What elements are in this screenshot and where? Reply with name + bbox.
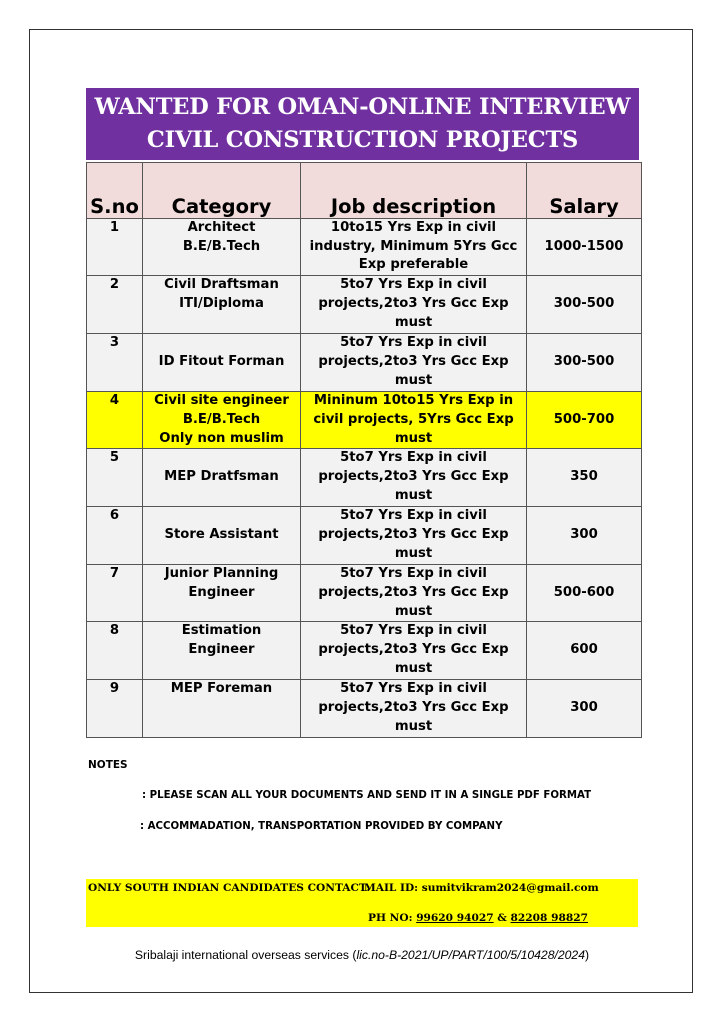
cell-job-description — [301, 622, 527, 680]
note-accommodation: : ACCOMMADATION, TRANSPORTATION PROVIDED BY COMPANY — [140, 821, 503, 832]
cell-job-description — [301, 276, 527, 334]
table-row — [87, 680, 642, 738]
cell-salary: 300 — [527, 680, 642, 738]
cell-category-line: Engineer — [188, 642, 255, 658]
cell-job-description-line: must — [394, 430, 433, 446]
cell-category-line: Engineer — [188, 584, 255, 600]
cell-job-description — [301, 565, 527, 622]
note-documents: : PLEASE SCAN ALL YOUR DOCUMENTS AND SEND IT IN A SINGLE PDF FORMAT — [142, 790, 592, 801]
cell-salary: 300 — [527, 507, 642, 565]
header-category: Category — [143, 163, 301, 219]
header-job-description: Job description — [301, 163, 527, 219]
cell-category-line: Estimation — [181, 623, 262, 639]
cell-job-description-line: 5to7 Yrs Exp in civil — [340, 450, 487, 466]
mail-address[interactable]: sumitvikram2024@gmail.com — [421, 882, 599, 894]
cell-salary: 350 — [527, 449, 642, 507]
cell-sno: 5 — [87, 449, 143, 507]
table-row — [87, 334, 642, 392]
cell-job-description-line: 5to7 Yrs Exp in civil — [340, 277, 487, 293]
cell-category-line: MEP Foreman — [170, 681, 273, 697]
table-row — [87, 219, 642, 276]
table-row — [87, 507, 642, 565]
phone-number-2[interactable]: 82208 98827 — [510, 912, 588, 924]
cell-category-line: B.E/B.Tech — [182, 238, 261, 254]
banner-title-line-2: CIVIL CONSTRUCTION PROJECTS — [146, 127, 579, 153]
banner-title-line-1: WANTED FOR OMAN-ONLINE INTERVIEW — [94, 94, 631, 120]
cell-category — [143, 507, 301, 565]
cell-job-description-line: industry, Minimum 5Yrs Gcc — [309, 238, 518, 254]
table-row — [87, 565, 642, 622]
cell-category — [143, 392, 301, 449]
cell-category-line: Civil site engineer — [154, 393, 289, 409]
cell-category-line: B.E/B.Tech — [182, 411, 261, 427]
cell-category-line: MEP Dratfsman — [164, 469, 279, 485]
cell-category-line: Junior Planning — [164, 566, 279, 582]
cell-job-description — [301, 449, 527, 507]
cell-category — [143, 334, 301, 392]
cell-category-line: Architect — [187, 220, 256, 235]
contact-mail — [364, 882, 599, 894]
cell-sno: 6 — [87, 507, 143, 565]
table-row — [87, 276, 642, 334]
table-row — [87, 622, 642, 680]
cell-job-description-line: 5to7 Yrs Exp in civil — [340, 508, 487, 524]
cell-salary: 300-500 — [527, 276, 642, 334]
cell-category-line: Only non muslim — [159, 430, 284, 446]
cell-job-description-line: projects,2to3 Yrs Gcc Exp — [318, 584, 509, 600]
header-sno: S.no — [87, 163, 143, 219]
table-row — [87, 392, 642, 449]
phone-number-1[interactable]: 99620 94027 — [416, 912, 494, 924]
cell-sno: 1 — [87, 219, 143, 276]
cell-job-description-line: Exp preferable — [358, 257, 469, 273]
cell-job-description-line: 5to7 Yrs Exp in civil — [340, 623, 487, 639]
cell-job-description-line: must — [394, 545, 433, 561]
cell-job-description-line: must — [394, 372, 433, 388]
title-banner — [86, 88, 639, 160]
cell-job-description-line: 10to15 Yrs Exp in civil — [330, 220, 497, 235]
cell-job-description-line: projects,2to3 Yrs Gcc Exp — [318, 526, 509, 542]
footer-agency — [0, 948, 724, 962]
mail-label: MAIL ID: — [364, 882, 422, 894]
job-table-body — [87, 219, 642, 738]
cell-job-description-line: projects,2to3 Yrs Gcc Exp — [318, 700, 509, 716]
cell-salary: 600 — [527, 622, 642, 680]
cell-category-line: ID Fitout Forman — [158, 354, 285, 370]
table-row — [87, 449, 642, 507]
contact-box — [86, 879, 638, 927]
cell-job-description — [301, 392, 527, 449]
contact-label: ONLY SOUTH INDIAN CANDIDATES CONTACT: — [88, 882, 371, 894]
cell-salary: 300-500 — [527, 334, 642, 392]
footer-close: ) — [585, 948, 590, 962]
cell-job-description — [301, 680, 527, 738]
cell-salary: 1000-1500 — [527, 219, 642, 276]
cell-job-description-line: Mininum 10to15 Yrs Exp in — [313, 393, 514, 409]
header-salary: Salary — [527, 163, 642, 219]
footer-license: lic.no-B-2021/UP/PART/100/5/10428/2024 — [356, 948, 585, 962]
cell-job-description — [301, 507, 527, 565]
cell-job-description-line: projects,2to3 Yrs Gcc Exp — [318, 642, 509, 658]
cell-category — [143, 565, 301, 622]
cell-category-line: Civil Draftsman — [164, 277, 279, 293]
cell-salary: 500-600 — [527, 565, 642, 622]
cell-sno: 4 — [87, 392, 143, 449]
notes-title: NOTES — [88, 759, 128, 771]
cell-category — [143, 219, 301, 276]
cell-job-description-line: must — [394, 660, 433, 676]
cell-job-description-line: 5to7 Yrs Exp in civil — [340, 681, 487, 697]
cell-job-description-line: must — [394, 603, 433, 619]
cell-job-description-line: 5to7 Yrs Exp in civil — [340, 335, 487, 351]
cell-sno: 3 — [87, 334, 143, 392]
cell-sno: 9 — [87, 680, 143, 738]
cell-job-description — [301, 334, 527, 392]
cell-sno: 8 — [87, 622, 143, 680]
cell-category-line: Store Assistant — [164, 527, 279, 543]
cell-category — [143, 276, 301, 334]
footer-company: Sribalaji international overseas services ( — [134, 948, 357, 962]
cell-job-description-line: projects,2to3 Yrs Gcc Exp — [318, 468, 509, 484]
contact-phone — [368, 912, 588, 924]
cell-category — [143, 449, 301, 507]
cell-job-description-line: must — [394, 718, 433, 734]
cell-job-description-line: must — [394, 487, 433, 503]
cell-job-description-line: civil projects, 5Yrs Gcc Exp — [313, 411, 514, 427]
cell-category — [143, 680, 301, 738]
cell-category-line: ITI/Diploma — [179, 295, 264, 311]
cell-sno: 2 — [87, 276, 143, 334]
table-header-row — [87, 163, 642, 219]
cell-salary: 500-700 — [527, 392, 642, 449]
job-table — [86, 162, 642, 738]
cell-job-description-line: 5to7 Yrs Exp in civil — [340, 566, 487, 582]
phone-separator: & — [493, 912, 511, 924]
cell-job-description-line: projects,2to3 Yrs Gcc Exp — [318, 295, 509, 311]
cell-job-description-line: projects,2to3 Yrs Gcc Exp — [318, 353, 509, 369]
cell-category — [143, 622, 301, 680]
cell-job-description-line: must — [394, 314, 433, 330]
phone-label: PH NO: — [368, 912, 417, 924]
cell-sno: 7 — [87, 565, 143, 622]
cell-job-description — [301, 219, 527, 276]
